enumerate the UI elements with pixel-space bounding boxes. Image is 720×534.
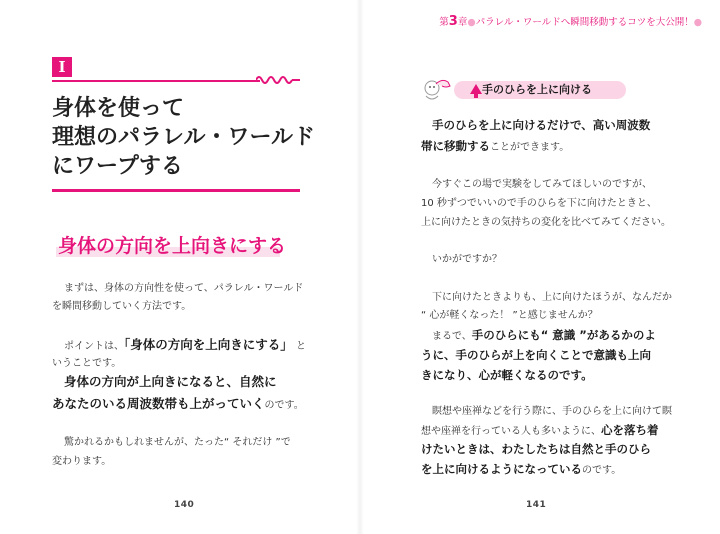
- running-header: 第3章●パラレル・ワールドへ瞬間移動するコツを大公開！●: [439, 14, 702, 29]
- body-line: 今すぐこの場で実験をしてみてほしいのですが、: [432, 179, 652, 190]
- body-line: いかがですか？: [432, 254, 502, 265]
- title-line: 身体を使って: [52, 96, 185, 121]
- body-line: 10 秒ずつでいいので手のひらを下に向けたときと、: [421, 198, 657, 209]
- body-line: を瞬間移動していく方法です。: [52, 301, 192, 312]
- emphasis-line: 手のひらを上に向けるだけで、高い周波数: [432, 118, 651, 132]
- body-line: 変わります。: [52, 456, 112, 467]
- right-page: [360, 0, 720, 534]
- body-line: いうことです。: [52, 358, 122, 369]
- chapter-badge: I: [52, 57, 72, 77]
- emphasis: 「身体の方向を上向きにする」: [124, 337, 293, 352]
- section-label-text: 手のひらを上に向ける: [482, 83, 592, 96]
- emphasis-line: 身体の方向が上向きになると、自然に: [64, 374, 277, 389]
- emphasis: 手のひらにも“ 意識 ”があるかのよ: [471, 328, 656, 342]
- body-line: を上に向けるようになっているのです。: [421, 462, 622, 476]
- subheading: 身体の方向を上向きにする: [58, 235, 287, 257]
- title-line: にワープする: [52, 154, 183, 179]
- emphasis: あなたのいる周波数帯も上がっていく: [52, 396, 265, 411]
- title-bottom-rule: [52, 189, 300, 192]
- body-line: あなたのいる周波数帯も上がっていくのです。: [52, 396, 304, 411]
- body-line: “ 心が軽くなった！ ”と感じませんか？: [421, 310, 598, 321]
- emphasis-line: うに、手のひらが上を向くことで意識も上向: [421, 348, 651, 362]
- emphasis-line: きになり、心が軽くなるのです。: [421, 368, 593, 382]
- body-line: ポイントは、「身体の方向を上向きにする」 と: [64, 337, 306, 352]
- page-number: 140: [174, 500, 195, 510]
- body-line: 驚かれるかもしれませんが、たった“ それだけ ”で: [64, 437, 291, 448]
- body-line: まるで、手のひらにも“ 意識 ”があるかのよ: [432, 328, 656, 342]
- body-line: 想や座禅を行っている人も多いように、心を落ち着: [421, 423, 659, 437]
- emphasis-line: けたいときは、わたしたちは自然と手のひら: [421, 442, 651, 456]
- emphasis: を上に向けるようになっている: [421, 462, 582, 476]
- body-line: 下に向けたときよりも、上に向けたほうが、なんだか: [432, 292, 672, 303]
- body-line: 瞑想や座禅などを行う際に、手のひらを上に向けて瞑: [432, 406, 672, 417]
- page-number: 141: [526, 500, 547, 510]
- emphasis: 心を落ち着: [601, 423, 659, 437]
- squiggle-ornament: [256, 74, 300, 86]
- hand-illustration: [418, 76, 458, 104]
- title-top-rule: [52, 80, 260, 82]
- body-line: まずは、身体の方向性を使って、パラレル・ワールド: [64, 283, 304, 294]
- title-line: 理想のパラレル・ワールド: [52, 125, 316, 150]
- emphasis: 帯に移動する: [421, 139, 490, 153]
- body-line: 上に向けたときの気持ちの変化を比べてみてください。: [421, 217, 671, 228]
- body-line: 帯に移動することができます。: [421, 139, 570, 153]
- up-arrow-stem: [474, 93, 478, 98]
- section-title: [52, 94, 316, 181]
- section-label: [396, 78, 626, 102]
